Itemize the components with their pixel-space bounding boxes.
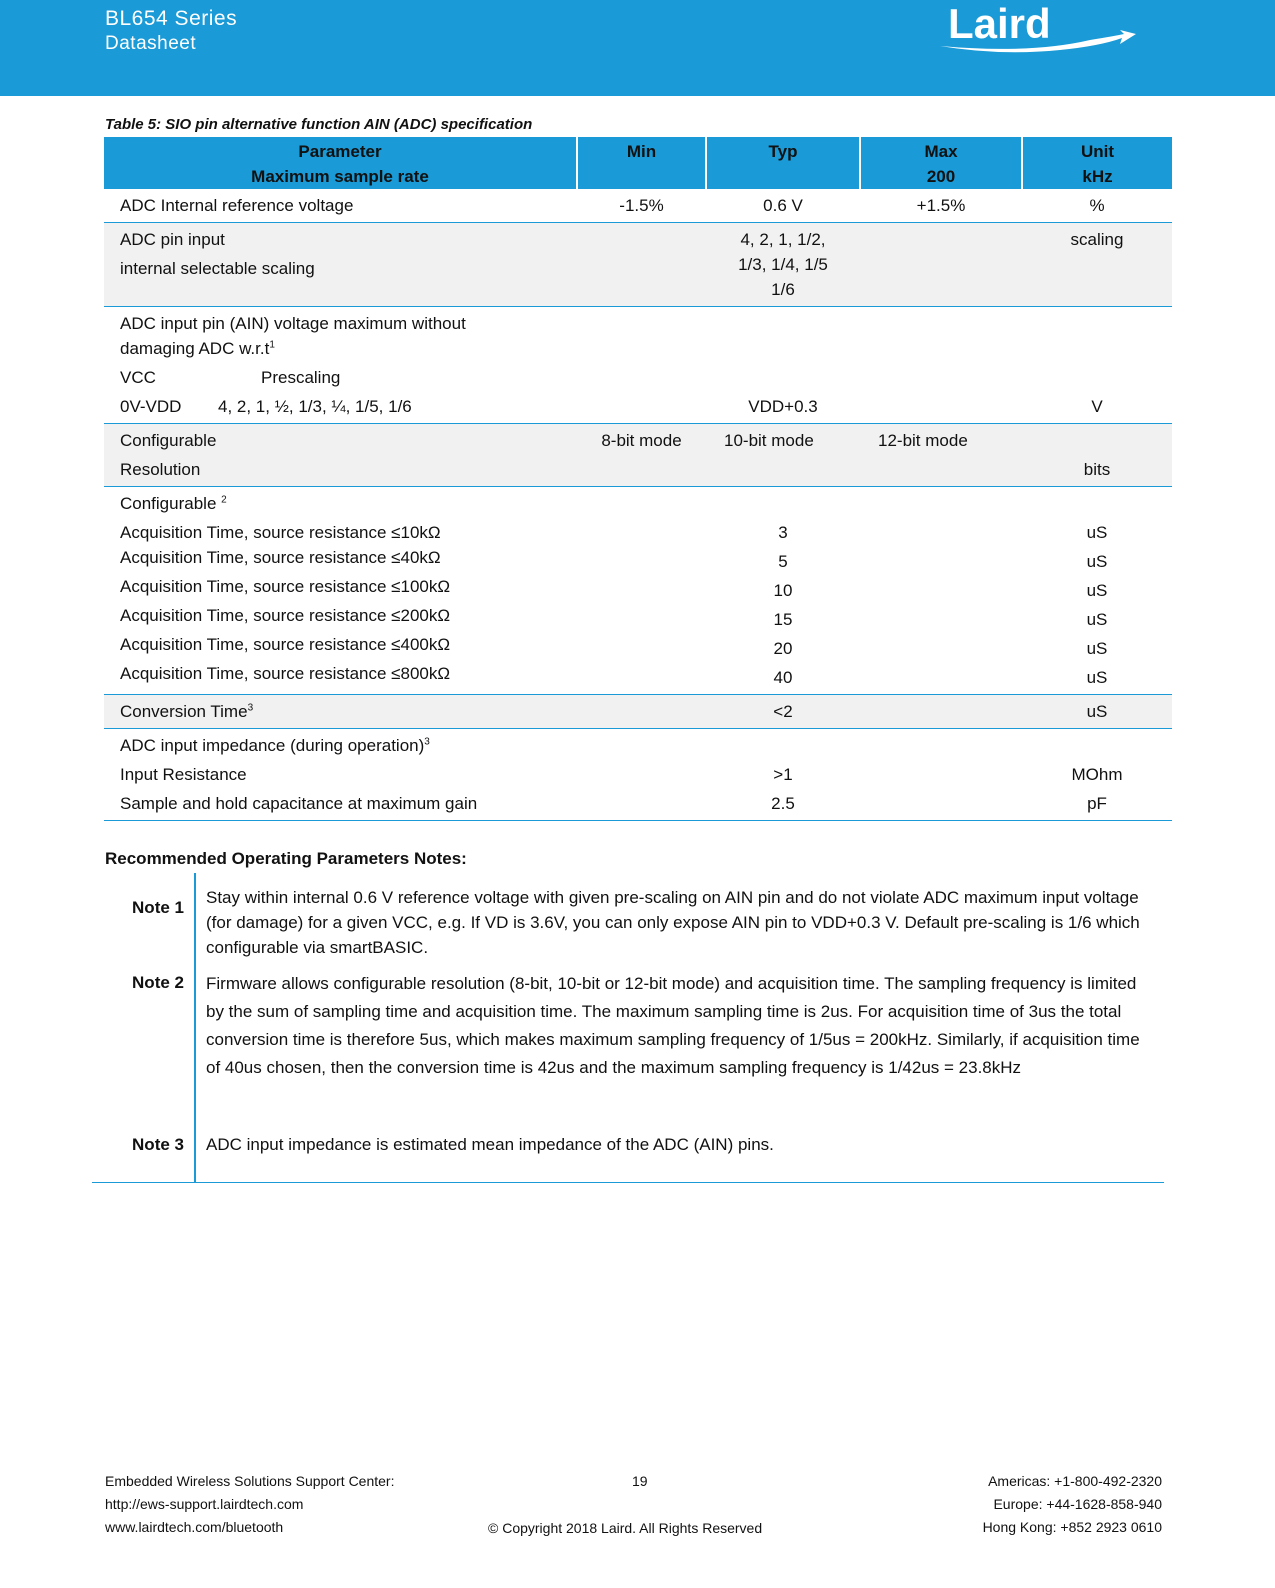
table-row: [104, 189, 1172, 223]
table-row: [104, 424, 1172, 487]
header-min: Min: [577, 137, 706, 189]
cell-max: 12-bit mode: [860, 424, 1022, 487]
logo-text: Laird: [948, 0, 1051, 47]
cell-max: [860, 729, 1022, 821]
cell-param: ADC Internal reference voltage: [104, 189, 577, 223]
cell-unit: MOhm pF: [1022, 729, 1172, 821]
table-row: [104, 307, 1172, 424]
header-max: Max 200: [860, 137, 1022, 189]
footer-support: Embedded Wireless Solutions Support Center: http://ews-support.lairdtech.com www.lairdtech.com/bluetooth: [105, 1470, 394, 1539]
cell-typ: 0.6 V: [706, 189, 860, 223]
cell-min: -1.5%: [577, 189, 706, 223]
cell-min: [577, 695, 706, 729]
page-header: [0, 0, 1275, 96]
header-unit: Unit kHz: [1022, 137, 1172, 189]
cell-param: Configurable Resolution: [104, 424, 577, 487]
notes-title: Recommended Operating Parameters Notes:: [105, 849, 467, 868]
cell-typ: 4, 2, 1, 1/2, 1/3, 1/4, 1/5 1/6: [706, 223, 860, 307]
cell-typ: >1 2.5: [706, 729, 860, 821]
cell-min: [577, 223, 706, 307]
table-row: [104, 695, 1172, 729]
note-label: Note 2: [132, 973, 184, 992]
cell-param: Conversion Time$^3$: [104, 695, 577, 729]
cell-unit: uS: [1022, 695, 1172, 729]
table-row: [104, 487, 1172, 695]
note-label: Note 3: [132, 1135, 184, 1154]
cell-typ: 3 5 10 15 20 40: [706, 487, 860, 695]
cell-max: [860, 307, 1022, 424]
support-link[interactable]: http://ews-support.lairdtech.com: [105, 1496, 304, 1512]
cell-max: [860, 487, 1022, 695]
cell-min: [577, 307, 706, 424]
note-label: Note 1: [132, 898, 184, 917]
cell-unit: %: [1022, 189, 1172, 223]
note-text: Stay within internal 0.6 V reference voltage with given pre-scaling on AIN pin and do not violate ADC maximum input voltage (for damage) for a given VCC, e.g. If VD is 3.6V, you can only expose AIN pin to VDD+0.3 V. Default pre-scaling is 1/6 which configurable via smartBASIC.: [206, 888, 1140, 957]
table-caption: Table 5: SIO pin alternative function AIN (ADC) specification: [105, 116, 533, 133]
cell-param: Configurable $^2$ Acquisition Time, source resistance ≤10kΩ Acquisition Time, source resistance ≤40kΩ Acquisition Time, source resistance ≤100kΩ Acquisition Time, source resistance ≤200kΩ Acquisition Time, source resistance ≤400kΩ Acquisition Time, source resistance ≤800kΩ: [104, 487, 577, 695]
cell-unit: bits: [1022, 424, 1172, 487]
footer-contacts: Americas: +1-800-492-2320 Europe: +44-1628-858-940 Hong Kong: +852 2923 0610: [982, 1473, 1162, 1535]
note-text: ADC input impedance is estimated mean impedance of the ADC (AIN) pins.: [206, 1135, 774, 1154]
cell-unit: uS uS uS uS uS uS: [1022, 487, 1172, 695]
cell-unit: V: [1022, 307, 1172, 424]
note-text: Firmware allows configurable resolution (8-bit, 10-bit or 12-bit mode) and acquisition time. The sampling frequency is limited by the sum of sampling time and acquisition time. The maximum sampling time is 2us. For acquisition time of 3us the total conversion time is therefore 5us, which makes maximum sampling frequency of 1/5us = 200kHz. Similarly, if acquisition time of 40us chosen, then the conversion time is 42us and the maximum sampling frequency is 1/42us = 23.8kHz: [206, 974, 1140, 1077]
header-typ: Typ: [706, 137, 860, 189]
cell-min: [577, 729, 706, 821]
notes-divider: [194, 873, 196, 1183]
doc-title: BL654 Series: [105, 7, 238, 30]
cell-max: [860, 223, 1022, 307]
page-number: 19: [632, 1473, 648, 1489]
cell-param: ADC pin input internal selectable scaling: [104, 223, 577, 307]
notes-section: [92, 873, 1164, 1183]
adc-spec-table: [104, 137, 1172, 821]
cell-typ: VDD+0.3: [706, 307, 860, 424]
table-header-row: [104, 137, 1172, 189]
cell-min: 8-bit mode: [577, 424, 706, 487]
cell-unit: scaling: [1022, 223, 1172, 307]
header-parameter: Parameter Maximum sample rate: [104, 137, 577, 189]
cell-param: ADC input impedance (during operation)$^3$ Input Resistance Sample and hold capacitance at maximum gain: [104, 729, 577, 821]
laird-logo: [940, 0, 1140, 60]
table-row: [104, 223, 1172, 307]
copyright: © Copyright 2018 Laird. All Rights Reserved: [488, 1520, 763, 1536]
cell-min: [577, 487, 706, 695]
doc-subtitle: Datasheet: [105, 33, 197, 54]
cell-max: [860, 695, 1022, 729]
cell-param: ADC input pin (AIN) voltage maximum without damaging ADC $w.r.t^1$ VCC Prescaling 0V-VDD 4, 2, 1, ½, 1/3, ¼, 1/5, 1/6: [104, 307, 577, 424]
cell-typ: 10-bit mode: [706, 424, 860, 487]
cell-typ: <2: [706, 695, 860, 729]
table-row: [104, 729, 1172, 821]
cell-max: +1.5%: [860, 189, 1022, 223]
website-link[interactable]: www.lairdtech.com/bluetooth: [105, 1519, 284, 1535]
